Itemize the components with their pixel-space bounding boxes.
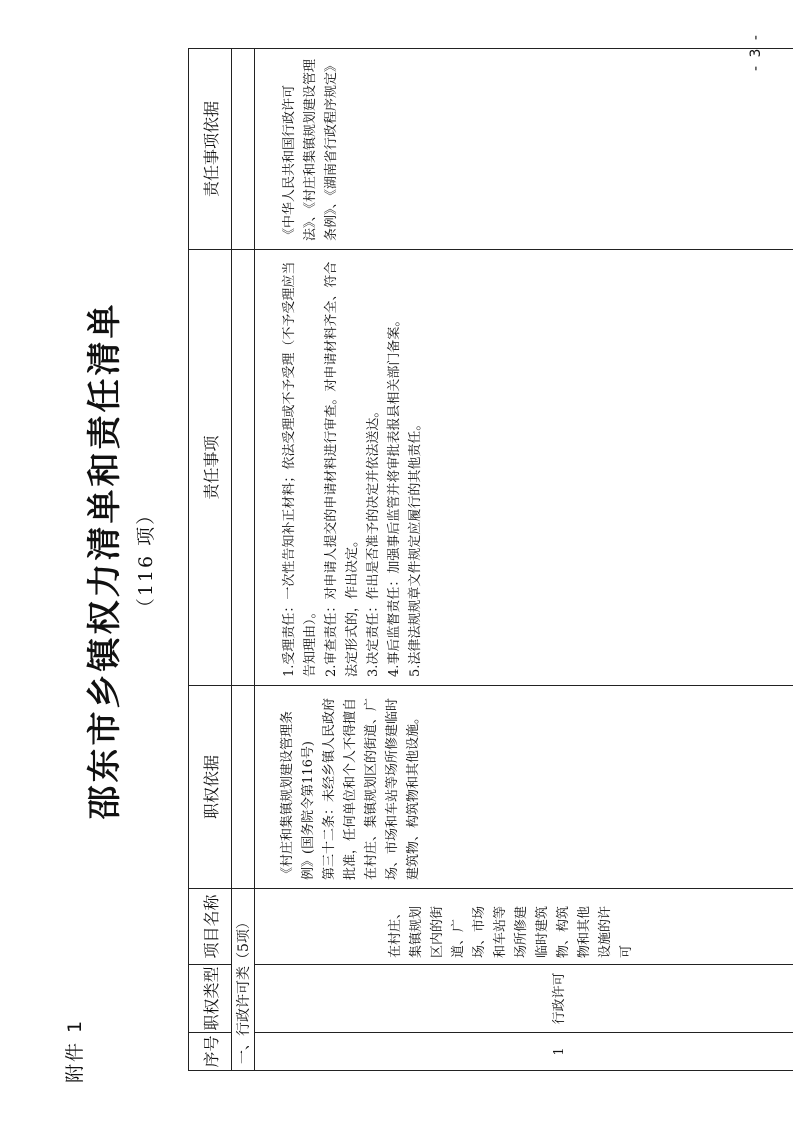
section-empty-cell [232, 686, 255, 889]
table-header-row [189, 49, 232, 1071]
section-empty-cell [232, 49, 255, 250]
page-number: - 3 - [748, 33, 764, 71]
duty-item: 3.决定责任：作出是否准予的决定并依法送达。 [366, 404, 381, 677]
header-name: 项目名称 [189, 889, 232, 965]
row-basis: 《村庄和集镇规划建设管理条例》(国务院令第116号) 第三十二条：未经乡镇人民政府批准，任何单位和个人不得擅自在村庄、集镇规划区的街道、广场、市场和车站等场所修建临时建筑物、构筑物和其他设施。 [255, 686, 793, 889]
section-empty-cell [232, 250, 255, 686]
row-type: 行政许可 [255, 965, 793, 1033]
row-item-name: 在村庄、集镇规划区内的街道、广场、市场和车站等场所修建临时建筑物、构筑物和其他设施的许可 [255, 889, 793, 965]
header-duties: 责任事项 [189, 250, 232, 686]
header-basis: 职权依据 [189, 686, 232, 889]
table-row [255, 49, 793, 1071]
row-duties [255, 250, 793, 686]
duty-item: 4.事后监督责任：加强事后监管并将审批表报县相关部门备案。 [387, 313, 402, 677]
row-seq: 1 [255, 1033, 793, 1071]
duty-item: 5.法律法规规章文件规定应履行的其他责任。 [408, 417, 423, 677]
section-label: 一、行政许可类（5项） [232, 889, 255, 1071]
attachment-label: 附件 1 [64, 1018, 86, 1083]
row-duty-basis: 《中华人民共和国行政许可法》、《村庄和集镇规划建设管理条例》、《湖南省行政程序规定》 [255, 49, 793, 250]
section-row [232, 49, 255, 1071]
duty-item: 1.受理责任：一次性告知补正材料；依法受理或不予受理（不予受理应当告知理由）。 [282, 261, 318, 677]
page-subtitle: （116 项） [135, 503, 157, 618]
power-list-table [188, 48, 793, 1071]
header-seq: 序号 [189, 1033, 232, 1071]
page-title: 邵东市乡镇权力清单和责任清单 [85, 301, 125, 820]
title-block [83, 0, 158, 1121]
header-duty-basis: 责任事项依据 [189, 49, 232, 250]
header-type: 职权类型 [189, 965, 232, 1033]
duty-item: 2.审查责任：对申请人提交的申请材料进行审查。对申请材料齐全、符合法定形式的，作出决定。 [324, 261, 360, 677]
